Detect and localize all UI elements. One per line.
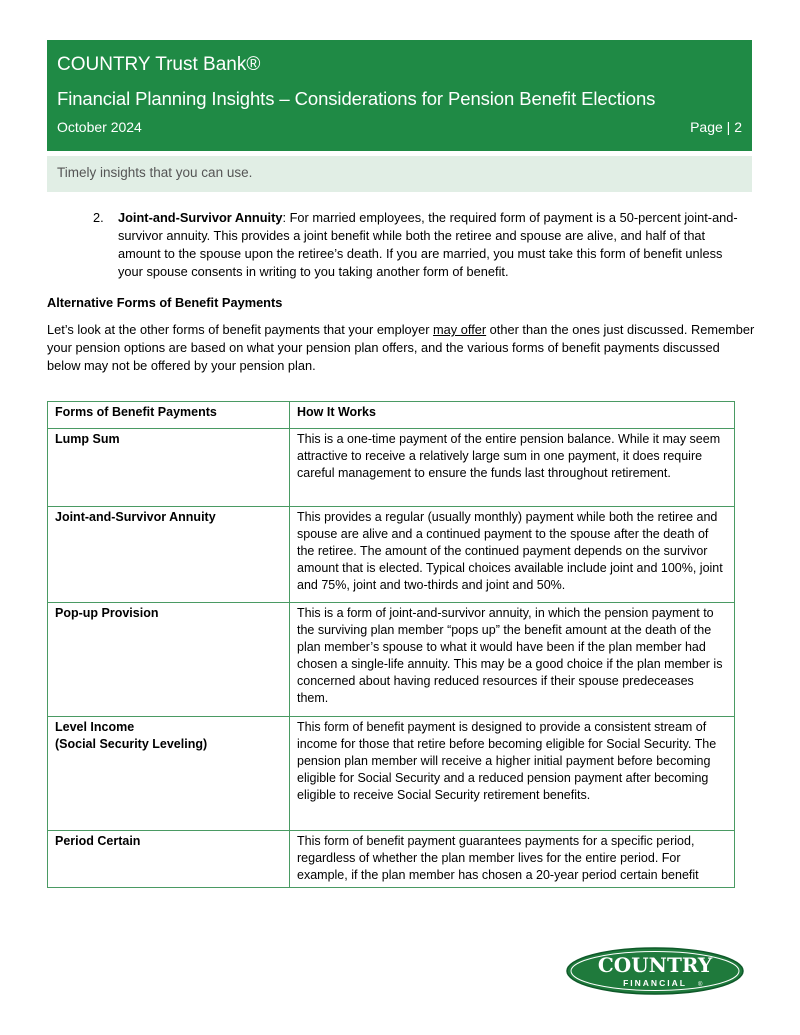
table-row <box>48 603 735 717</box>
row-name: Lump Sum <box>55 432 120 446</box>
table-row <box>48 429 735 507</box>
row-name: Period Certain <box>55 834 141 848</box>
row-name: Pop-up Provision <box>55 606 159 620</box>
row-name-cell <box>48 429 290 507</box>
section-heading: Alternative Forms of Benefit Payments <box>47 295 283 310</box>
list-number: 2. <box>93 210 104 225</box>
table-row <box>48 507 735 603</box>
row-name-cell <box>48 717 290 831</box>
list-item-joint-survivor <box>93 209 748 281</box>
benefit-payments-table <box>47 401 735 888</box>
page-number: Page | 2 <box>690 119 742 135</box>
row-description: This form of benefit payment guarantees payments for a specific period, regardless of whether the plan member lives for the entire period. For example, if the plan member has chosen a 20-year period certain benefit <box>290 831 735 888</box>
row-name: Joint-and-Survivor Annuity <box>55 510 216 524</box>
table-row <box>48 717 735 831</box>
row-description: This form of benefit payment is designed to provide a consistent stream of income for those that retire before becoming eligible for Social Security. The pension plan member will receive a higher initial payment before becoming eligible for Social Security and a reduced pension payment after becoming eligible to receive Social Security retirement benefits. <box>290 717 735 831</box>
row-description: This is a form of joint-and-survivor annuity, in which the pension payment to the surviving plan member “pops up” the benefit amount at the death of the plan member’s spouse to what it would have been if the plan member had chosen a single-life annuity. This may be a good choice if the plan member is concerned about having reduced resources if their spouse predeceases them. <box>290 603 735 717</box>
tagline-text: Timely insights that you can use. <box>57 165 253 180</box>
logo-registered-mark: ® <box>698 982 703 988</box>
document-date: October 2024 <box>57 119 142 135</box>
logo-financial-text: FINANCIAL <box>623 978 687 988</box>
intro-paragraph <box>47 321 755 375</box>
table-header-how: How It Works <box>290 402 735 429</box>
table-row <box>48 831 735 888</box>
row-subname: (Social Security Leveling) <box>55 737 208 751</box>
row-description: This is a one-time payment of the entire pension balance. While it may seem attractive to receive a relatively large sum in one payment, it does require careful management to ensure the funds last throughout retirement. <box>290 429 735 507</box>
intro-text-start: Let’s look at the other forms of benefit payments that your employer <box>47 322 434 337</box>
list-item-text: : For married employees, the required form of payment is a 50-percent joint-and-survivor annuity. This provides a joint benefit while both the retiree and spouse are alive, and half of that amount to the spouse upon the retiree’s death. If you are married, you must take this form of benefit unless your spouse consents in writing to you taking another form of benefit. <box>118 210 738 279</box>
logo-country-text: COUNTRY <box>597 953 713 977</box>
document-title: Financial Planning Insights – Considerations for Pension Benefit Elections <box>57 88 656 109</box>
row-name-cell <box>48 831 290 888</box>
list-item-term: Joint-and-Survivor Annuity <box>118 210 283 225</box>
list-item-body <box>118 209 748 281</box>
intro-underlined-text: may offer <box>433 322 487 337</box>
bank-name: COUNTRY Trust Bank® <box>57 54 261 75</box>
tagline-bar <box>47 156 752 192</box>
country-financial-logo <box>566 947 744 995</box>
table-header-forms: Forms of Benefit Payments <box>48 402 290 429</box>
row-name: Level Income <box>55 720 135 734</box>
row-description: This provides a regular (usually monthly) payment while both the retiree and spouse are alive and a continued payment to the spouse after the death of the retiree. The amount of the continued payment depends on the survivor amount that is elected. Typical choices available include joint and 100%, joint and 75%, joint and two-thirds and joint and 50%. <box>290 507 735 603</box>
row-name-cell <box>48 507 290 603</box>
header-banner <box>47 40 752 151</box>
table-header-row <box>48 402 735 429</box>
row-name-cell <box>48 603 290 717</box>
intro-text-end: other than the ones just discussed. Remember your pension options are based on what your pension plan offers, and the various forms of benefit payments discussed below may not be offered by your pension plan. <box>47 322 755 373</box>
